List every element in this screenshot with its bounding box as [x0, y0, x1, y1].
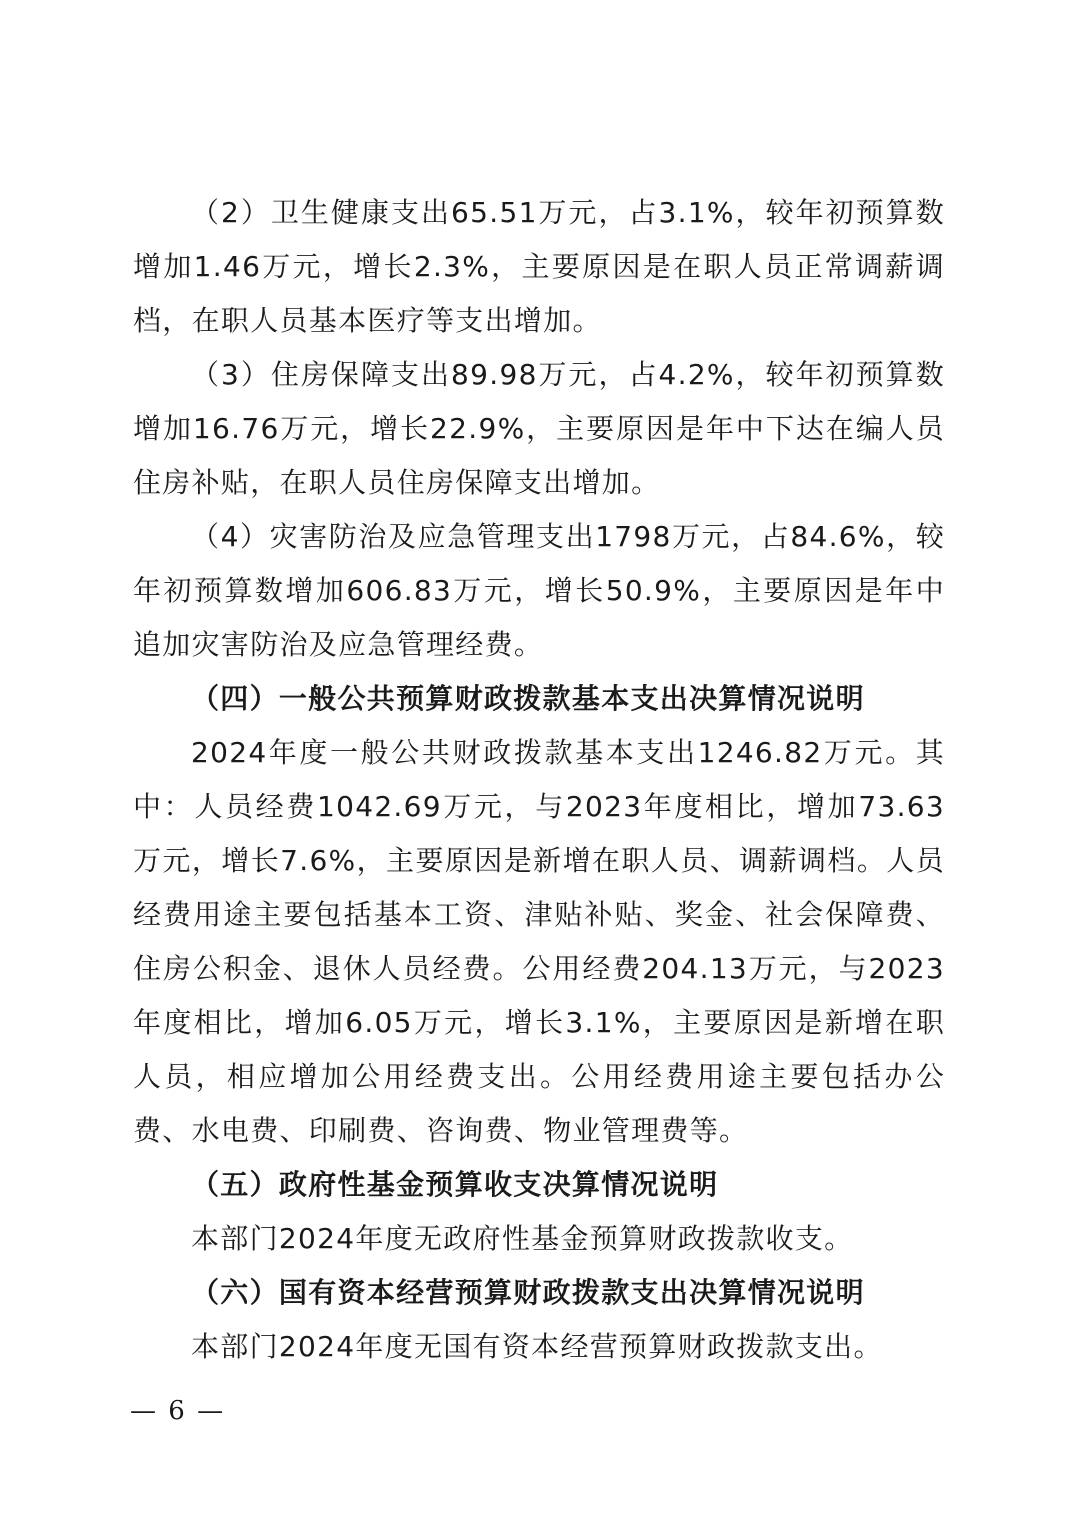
- section-heading-government-fund: （五）政府性基金预算收支决算情况说明: [191, 1168, 719, 1201]
- section-heading-basic-expenditure: （四）一般公共预算财政拨款基本支出决算情况说明: [191, 682, 865, 715]
- paragraph-state-capital: 本部门2024年度无国有资本经营预算财政拨款支出。: [191, 1330, 883, 1363]
- paragraph-government-fund: 本部门2024年度无政府性基金预算财政拨款收支。: [191, 1222, 854, 1255]
- paragraph-basic-expenditure: 2024年度一般公共财政拨款基本支出1246.82万元。其中：人员经费1042.69万元，与2023年度相比，增加73.63万元，增长7.6%，主要原因是新增在职人员、调薪调档。人员经费用途主要包括基本工资、津贴补贴、奖金、社会保障费、住房公积金、退休人员经费。公用经费204.13万元，与2023年度相比，增加6.05万元，增长3.1%，主要原因是新增在职人员，相应增加公用经费支出。公用经费用途主要包括办公费、水电费、印刷费、咨询费、物业管理费等。: [133, 736, 945, 1147]
- document-body: [133, 186, 945, 1374]
- paragraph-housing-expenditure: （3）住房保障支出89.98万元，占4.2%，较年初预算数增加16.76万元，增长22.9%，主要原因是年中下达在编人员住房补贴，在职人员住房保障支出增加。: [133, 358, 945, 499]
- paragraph-disaster-expenditure: （4）灾害防治及应急管理支出1798万元，占84.6%，较年初预算数增加606.83万元，增长50.9%，主要原因是年中追加灾害防治及应急管理经费。: [133, 520, 945, 661]
- page-number: — 6 —: [130, 1396, 226, 1426]
- paragraph-health-expenditure: （2）卫生健康支出65.51万元，占3.1%，较年初预算数增加1.46万元，增长2.3%，主要原因是在职人员正常调薪调档，在职人员基本医疗等支出增加。: [133, 196, 945, 337]
- section-heading-state-capital: （六）国有资本经营预算财政拨款支出决算情况说明: [191, 1276, 865, 1309]
